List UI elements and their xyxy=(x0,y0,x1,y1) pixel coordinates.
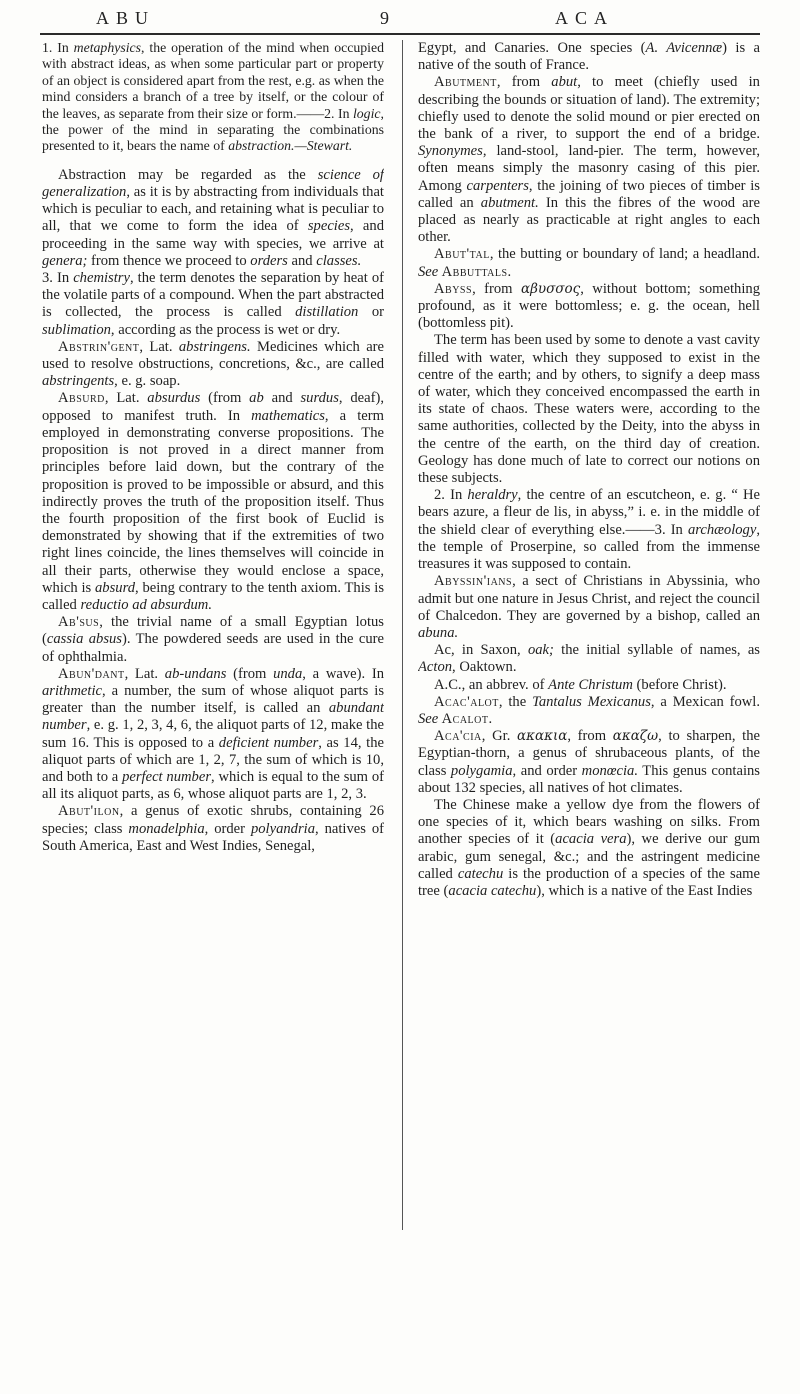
left-column xyxy=(42,40,384,1380)
entry-abyssinians: Abyssin'ians, a sect of Christians in Abyssinia, who admit but one nature in Jesus Christ, and reject the council of Chalcedon. They are governed by a bishop, called an abuna. xyxy=(418,573,760,641)
entry-abutment: Abutment, from abut, to meet (chiefly used in describing the bounds or situation of land). The extremity; chiefly used to denote the solid mound or pier erected on the bank of a river, to support the end of a bridge. Synonymes, land-stool, land-pier. The term, however, often means simply the masonry casing of this pier. Among carpenters, the joining of two pieces of timber is called an abutment. In this the fibres of the wood are placed as nearly as practicable at right angles to each other. xyxy=(418,74,760,246)
headword: Abyss xyxy=(434,280,473,297)
entry-abundant: Abun'dant, Lat. ab-undans (from unda, a wave). In arithmetic, a number, the sum of whose aliquot parts is greater than the number itself, is called an abundant number, e. g. 1, 2, 3, 4, 6, the aliquot parts of 12, make the sum 16. This is opposed to a deficient number, as 14, the aliquot parts of which are 1, 2, 7, the sum of which is 10, and both to a perfect number, which is equal to the sum of all its aliquot parts, as 6, whose aliquot parts are 1, 2, 3. xyxy=(42,665,384,803)
headword: Aca'cia xyxy=(434,728,482,745)
greek-word: ακακια xyxy=(517,728,568,745)
headword: Abyssin'ians xyxy=(434,573,513,590)
running-head-right: ACA xyxy=(555,8,615,28)
headword: Absurd xyxy=(58,390,105,407)
greek-word: αβυσσος xyxy=(520,280,581,297)
headword: Ab'sus xyxy=(58,614,100,631)
abstraction-chemistry: 3. In chemistry, the term denotes the separation by heat of the volatile parts of a compound. When the part abstracted is collected, the process is called distillation or sublimation, according as the process is wet or dry. xyxy=(42,270,384,338)
abutilon-continued: Egypt, and Canaries. One species (A. Avicennæ) is a native of the south of France. xyxy=(418,40,760,74)
headword: Abstrin'gent xyxy=(58,338,140,355)
entry-ac: Ac, in Saxon, oak; the initial syllable of names, as Acton, Oaktown. xyxy=(418,642,760,676)
column-divider xyxy=(402,40,403,1230)
entry-abuttal: Abut'tal, the butting or boundary of land; a headland. See Abbuttals. xyxy=(418,246,760,280)
running-head xyxy=(40,8,760,34)
entry-acacia: Aca'cia, Gr. ακακια, from ακαζω, to sharpen, the Egyptian-thorn, a genus of shrubaceous plants, of the class polygamia, and order monœcia. This genus contains about 132 species, all natives of hot climates. xyxy=(418,728,760,796)
entry-ac-abbrev: A.C., an abbrev. of Ante Christum (before Christ). xyxy=(434,676,727,693)
abstraction-definition: 1. In metaphysics, the operation of the mind when occupied with abstract ideas, as when some particular part or property of an object is considered apart from the rest, e.g. as when the mind considers a branch of a tree by itself, or the colour of the leaves, as separate from their size or form.——2. In logic, the power of the mind in separating the combinations presented to it, bears the name of abstraction.—Stewart. xyxy=(42,40,384,154)
headword: Abut'ilon xyxy=(58,803,120,820)
headword: Acac'alot xyxy=(434,693,499,710)
running-head-left: ABU xyxy=(96,8,156,28)
acacia-note: The Chinese make a yellow dye from the flowers of one species of it, which bears washing on silks. From another species of it (acacia vera), we derive our gum arabic, gum senegal, &c.; and the astringent medicine called catechu is the production of a species of the same tree (acacia catechu), which is a native of the East Indies xyxy=(418,796,760,899)
headword: Abutment xyxy=(434,74,497,91)
entry-absurd: Absurd, Lat. absurdus (from ab and surdus, deaf), opposed to manifest truth. In mathematics, a term employed in demonstrating converse propositions. The proposition is not proved in a direct manner from principles before laid down, but the contrary of the proposition is proved to be impossible or absurd, and this indirectly proves the truth of the proposition itself. Thus the fourth proposition of the first book of Euclid is demonstrated by showing that if the extremities of two right lines coincide, the lines themselves will coincide in all their parts, otherwise they would enclose a space, which is absurd, being contrary to the tenth axiom. This is called reductio ad absurdum. xyxy=(42,390,384,613)
entry-abutilon: Abut'ilon, a genus of exotic shrubs, containing 26 species; class monadelphia, order polyandria, natives of South America, East and West Indies, Senegal, xyxy=(42,803,384,854)
header-rule xyxy=(40,33,760,35)
greek-word: ακαζω xyxy=(612,728,659,745)
entry-abstringent: Abstrin'gent, Lat. abstringens. Medicines which are used to resolve obstructions, concretions, &c., are called abstringents, e. g. soap. xyxy=(42,338,384,390)
abyss-heraldry: 2. In heraldry, the centre of an escutcheon, e. g. “ He bears azure, a fleur de lis, in abyss,” i. e. in the middle of the shield clear of everything else.——3. In archæology, the temple of Proserpine, so called from the immense treasures it was supposed to contain. xyxy=(418,487,760,573)
entry-acacalot: Acac'alot, the Tantalus Mexicanus, a Mexican fowl. See Acalot. xyxy=(418,693,760,727)
page-number: 9 xyxy=(380,8,396,28)
entry-abyss: Abyss, from αβυσσος, without bottom; something profound, as it were bottomless; e. g. the ocean, hell (bottomless pit). xyxy=(418,280,760,332)
abstraction-note: Abstraction may be regarded as the science of generalization, as it is by abstracting from individuals that which is peculiar to each, and retaining what is peculiar to all, that we come to form the idea of species, and proceeding in the same way with species, we arrive at genera; from thence we proceed to orders and classes. xyxy=(42,166,384,269)
headword: Abun'dant xyxy=(58,665,125,682)
right-column xyxy=(418,40,760,1380)
abyss-note: The term has been used by some to denote a vast cavity filled with water, which they supposed to exist in the centre of the earth; and by others, to signify a deep mass of water, which they conceived encompassed the earth in its state of chaos. These waters were, according to the same authorities, collected by the Deity, into the abyss in the centre of the earth, on the third day of creation. Geology has done much of late to correct our notions on these subjects. xyxy=(418,332,760,487)
entry-absus: Ab'sus, the trivial name of a small Egyptian lotus (cassia absus). The powdered seeds are used in the cure of ophthalmia. xyxy=(42,614,384,665)
headword: Abut'tal xyxy=(434,246,490,263)
